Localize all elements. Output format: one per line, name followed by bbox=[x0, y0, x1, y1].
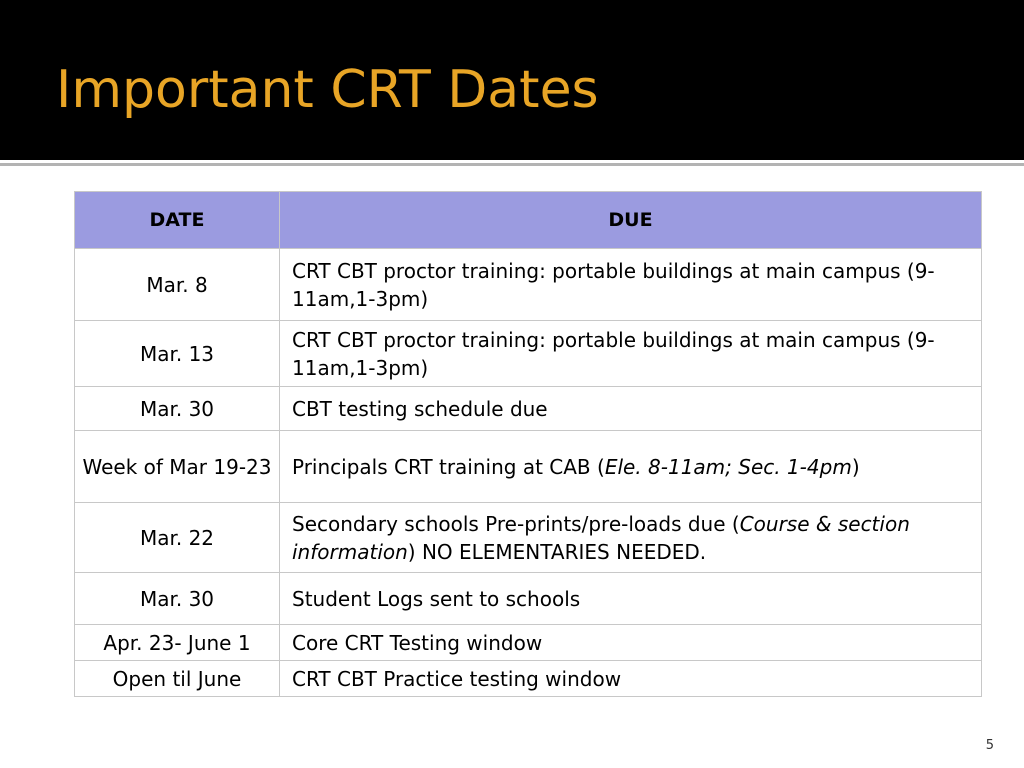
due-text: Secondary schools Pre-prints/pre-loads due ( bbox=[292, 511, 740, 536]
due-cell bbox=[280, 249, 982, 321]
due-text: CRT CBT Practice testing window bbox=[292, 666, 622, 691]
date-cell: Mar. 22 bbox=[75, 503, 280, 573]
dates-table bbox=[74, 191, 982, 697]
due-text-italic: Ele. 8-11am; Sec. 1-4pm bbox=[604, 454, 852, 479]
due-text: Principals CRT training at CAB ( bbox=[292, 454, 605, 479]
due-cell bbox=[280, 661, 982, 697]
header-due: DUE bbox=[280, 192, 982, 249]
slide-title: Important CRT Dates bbox=[56, 60, 599, 120]
due-cell bbox=[280, 431, 982, 503]
table-row bbox=[75, 321, 982, 387]
date-cell: Mar. 30 bbox=[75, 573, 280, 625]
due-text: ) bbox=[851, 454, 860, 479]
date-cell: Open til June bbox=[75, 661, 280, 697]
table-row bbox=[75, 431, 982, 503]
date-cell: Mar. 13 bbox=[75, 321, 280, 387]
due-text: Core CRT Testing window bbox=[292, 630, 543, 655]
table-row bbox=[75, 573, 982, 625]
header-date: DATE bbox=[75, 192, 280, 249]
table-row bbox=[75, 661, 982, 697]
due-text: CBT testing schedule due bbox=[292, 396, 548, 421]
date-cell: Mar. 8 bbox=[75, 249, 280, 321]
due-text-italic: Course & section information bbox=[292, 511, 910, 564]
due-text: CRT CBT proctor training: portable buildings at main campus (9-11am,1-3pm) bbox=[292, 258, 935, 311]
due-text: Student Logs sent to schools bbox=[292, 586, 581, 611]
date-cell: Week of Mar 19-23 bbox=[75, 431, 280, 503]
table-row bbox=[75, 387, 982, 431]
date-cell: Mar. 30 bbox=[75, 387, 280, 431]
date-cell: Apr. 23- June 1 bbox=[75, 625, 280, 661]
page-number: 5 bbox=[985, 738, 994, 753]
table-row bbox=[75, 503, 982, 573]
table-row bbox=[75, 625, 982, 661]
title-bar bbox=[0, 0, 1024, 160]
due-cell bbox=[280, 321, 982, 387]
due-text: CRT CBT proctor training: portable buildings at main campus (9-11am,1-3pm) bbox=[292, 327, 935, 380]
due-cell bbox=[280, 387, 982, 431]
due-text: ) NO ELEMENTARIES NEEDED. bbox=[407, 539, 707, 564]
due-cell bbox=[280, 503, 982, 573]
table-header-row bbox=[75, 192, 982, 249]
title-divider bbox=[0, 163, 1024, 166]
due-cell bbox=[280, 625, 982, 661]
due-cell bbox=[280, 573, 982, 625]
table-row bbox=[75, 249, 982, 321]
